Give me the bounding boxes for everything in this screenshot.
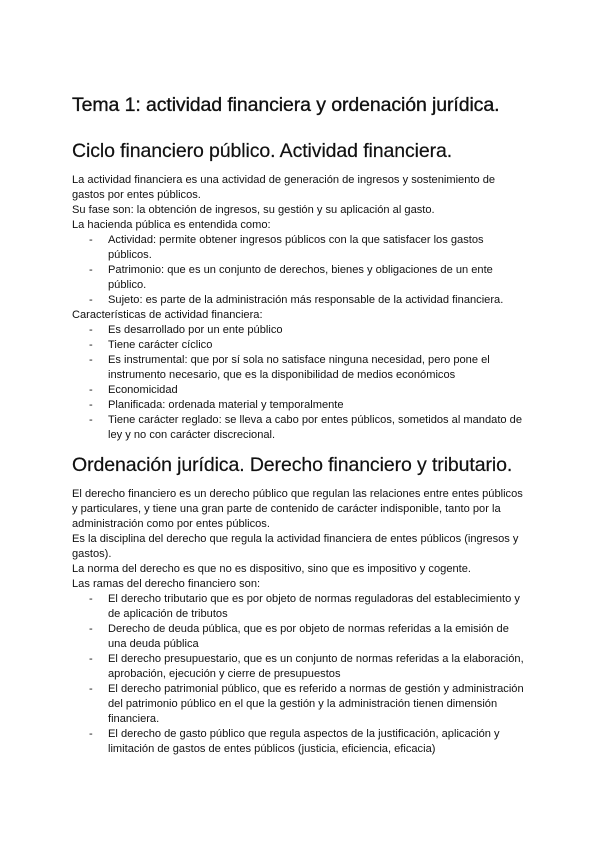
dash-bullet: - — [89, 653, 93, 665]
section-heading-ordenacion: Ordenación jurídica. Derecho financiero y tributario. — [72, 454, 513, 476]
list-item — [72, 383, 528, 398]
dash-bullet: - — [89, 623, 93, 635]
dash-bullet: - — [89, 339, 93, 351]
dash-bullet: - — [89, 593, 93, 605]
list-item-text: Sujeto: es parte de la administración más responsable de la actividad financiera. — [108, 294, 504, 306]
dash-bullet: - — [89, 384, 93, 396]
list-item — [72, 413, 528, 443]
list-item-text: Patrimonio: que es un conjunto de derechos, bienes y obligaciones de un ente público. — [108, 264, 493, 291]
paragraph: Las ramas del derecho financiero son: — [72, 578, 261, 590]
list-item-text: El derecho tributario que es por objeto de normas reguladoras del establecimiento y de aplicación de tributos — [108, 593, 520, 620]
hacienda-list — [72, 233, 528, 308]
list-item — [72, 323, 528, 338]
list-item-text: El derecho patrimonial público, que es referido a normas de gestión y administración del patrimonio público en el que la gestión y la administración tienen dimensión financiera. — [108, 683, 524, 725]
paragraph: El derecho financiero es un derecho público que regulan las relaciones entre entes públicos y particulares, y tiene una gran parte de contenido de carácter indisponible, tanto por la administración como por entes públicos. — [72, 488, 523, 530]
dash-bullet: - — [89, 294, 93, 306]
section-ordenacion-juridica — [72, 453, 528, 757]
document-title: Tema 1: actividad financiera y ordenación jurídica. — [72, 94, 500, 116]
list-item-text: Derecho de deuda pública, que es por objeto de normas referidas a la emisión de una deuda pública — [108, 623, 509, 650]
list-item — [72, 233, 528, 263]
list-item-text: Economicidad — [108, 384, 178, 396]
list-item — [72, 592, 528, 622]
dash-bullet: - — [89, 683, 93, 695]
list-item-text: Es instrumental: que por sí sola no satisface ninguna necesidad, pero pone el instrumento necesario, que es la disponibilidad de medios económicos — [108, 354, 490, 381]
paragraph: La actividad financiera es una actividad de generación de ingresos y sostenimiento de gastos por entes públicos. — [72, 174, 496, 201]
paragraph: Características de actividad financiera: — [72, 309, 263, 321]
dash-bullet: - — [89, 414, 93, 426]
section-ciclo-financiero — [72, 139, 528, 443]
list-item — [72, 622, 528, 652]
list-item-text: El derecho de gasto público que regula aspectos de la justificación, aplicación y limitación de gastos de entes públicos (justicia, eficiencia, eficacia) — [108, 728, 500, 755]
list-item — [72, 682, 528, 727]
list-item-text: Es desarrollado por un ente público — [108, 324, 283, 336]
list-item-text: El derecho presupuestario, que es un conjunto de normas referidas a la elaboración, aprobación, ejecución y cierre de presupuestos — [108, 653, 524, 680]
list-item — [72, 652, 528, 682]
paragraph: La norma del derecho es que no es dispositivo, sino que es impositivo y cogente. — [72, 563, 471, 575]
section-heading-ciclo: Ciclo financiero público. Actividad financiera. — [72, 140, 453, 162]
list-item — [72, 398, 528, 413]
list-item — [72, 353, 528, 383]
dash-bullet: - — [89, 234, 93, 246]
dash-bullet: - — [89, 324, 93, 336]
list-item-text: Tiene carácter reglado: se lleva a cabo por entes públicos, sometidos al mandato de ley y no con carácter discrecional. — [108, 414, 522, 441]
list-item-text: Planificada: ordenada material y temporalmente — [108, 399, 344, 411]
list-item — [72, 338, 528, 353]
list-item — [72, 263, 528, 293]
paragraph: Es la disciplina del derecho que regula la actividad financiera de entes públicos (ingresos y gastos). — [72, 533, 519, 560]
list-item-text: Tiene carácter cíclico — [108, 339, 213, 351]
dash-bullet: - — [89, 728, 93, 740]
list-item — [72, 293, 528, 308]
dash-bullet: - — [89, 399, 93, 411]
paragraph: Su fase son: la obtención de ingresos, su gestión y su aplicación al gasto. — [72, 204, 435, 216]
dash-bullet: - — [89, 354, 93, 366]
paragraph: La hacienda pública es entendida como: — [72, 219, 271, 231]
caracteristicas-list — [72, 323, 528, 443]
dash-bullet: - — [89, 264, 93, 276]
list-item-text: Actividad: permite obtener ingresos públicos con la que satisfacer los gastos públicos. — [108, 234, 484, 261]
list-item — [72, 727, 528, 757]
ramas-list — [72, 592, 528, 757]
